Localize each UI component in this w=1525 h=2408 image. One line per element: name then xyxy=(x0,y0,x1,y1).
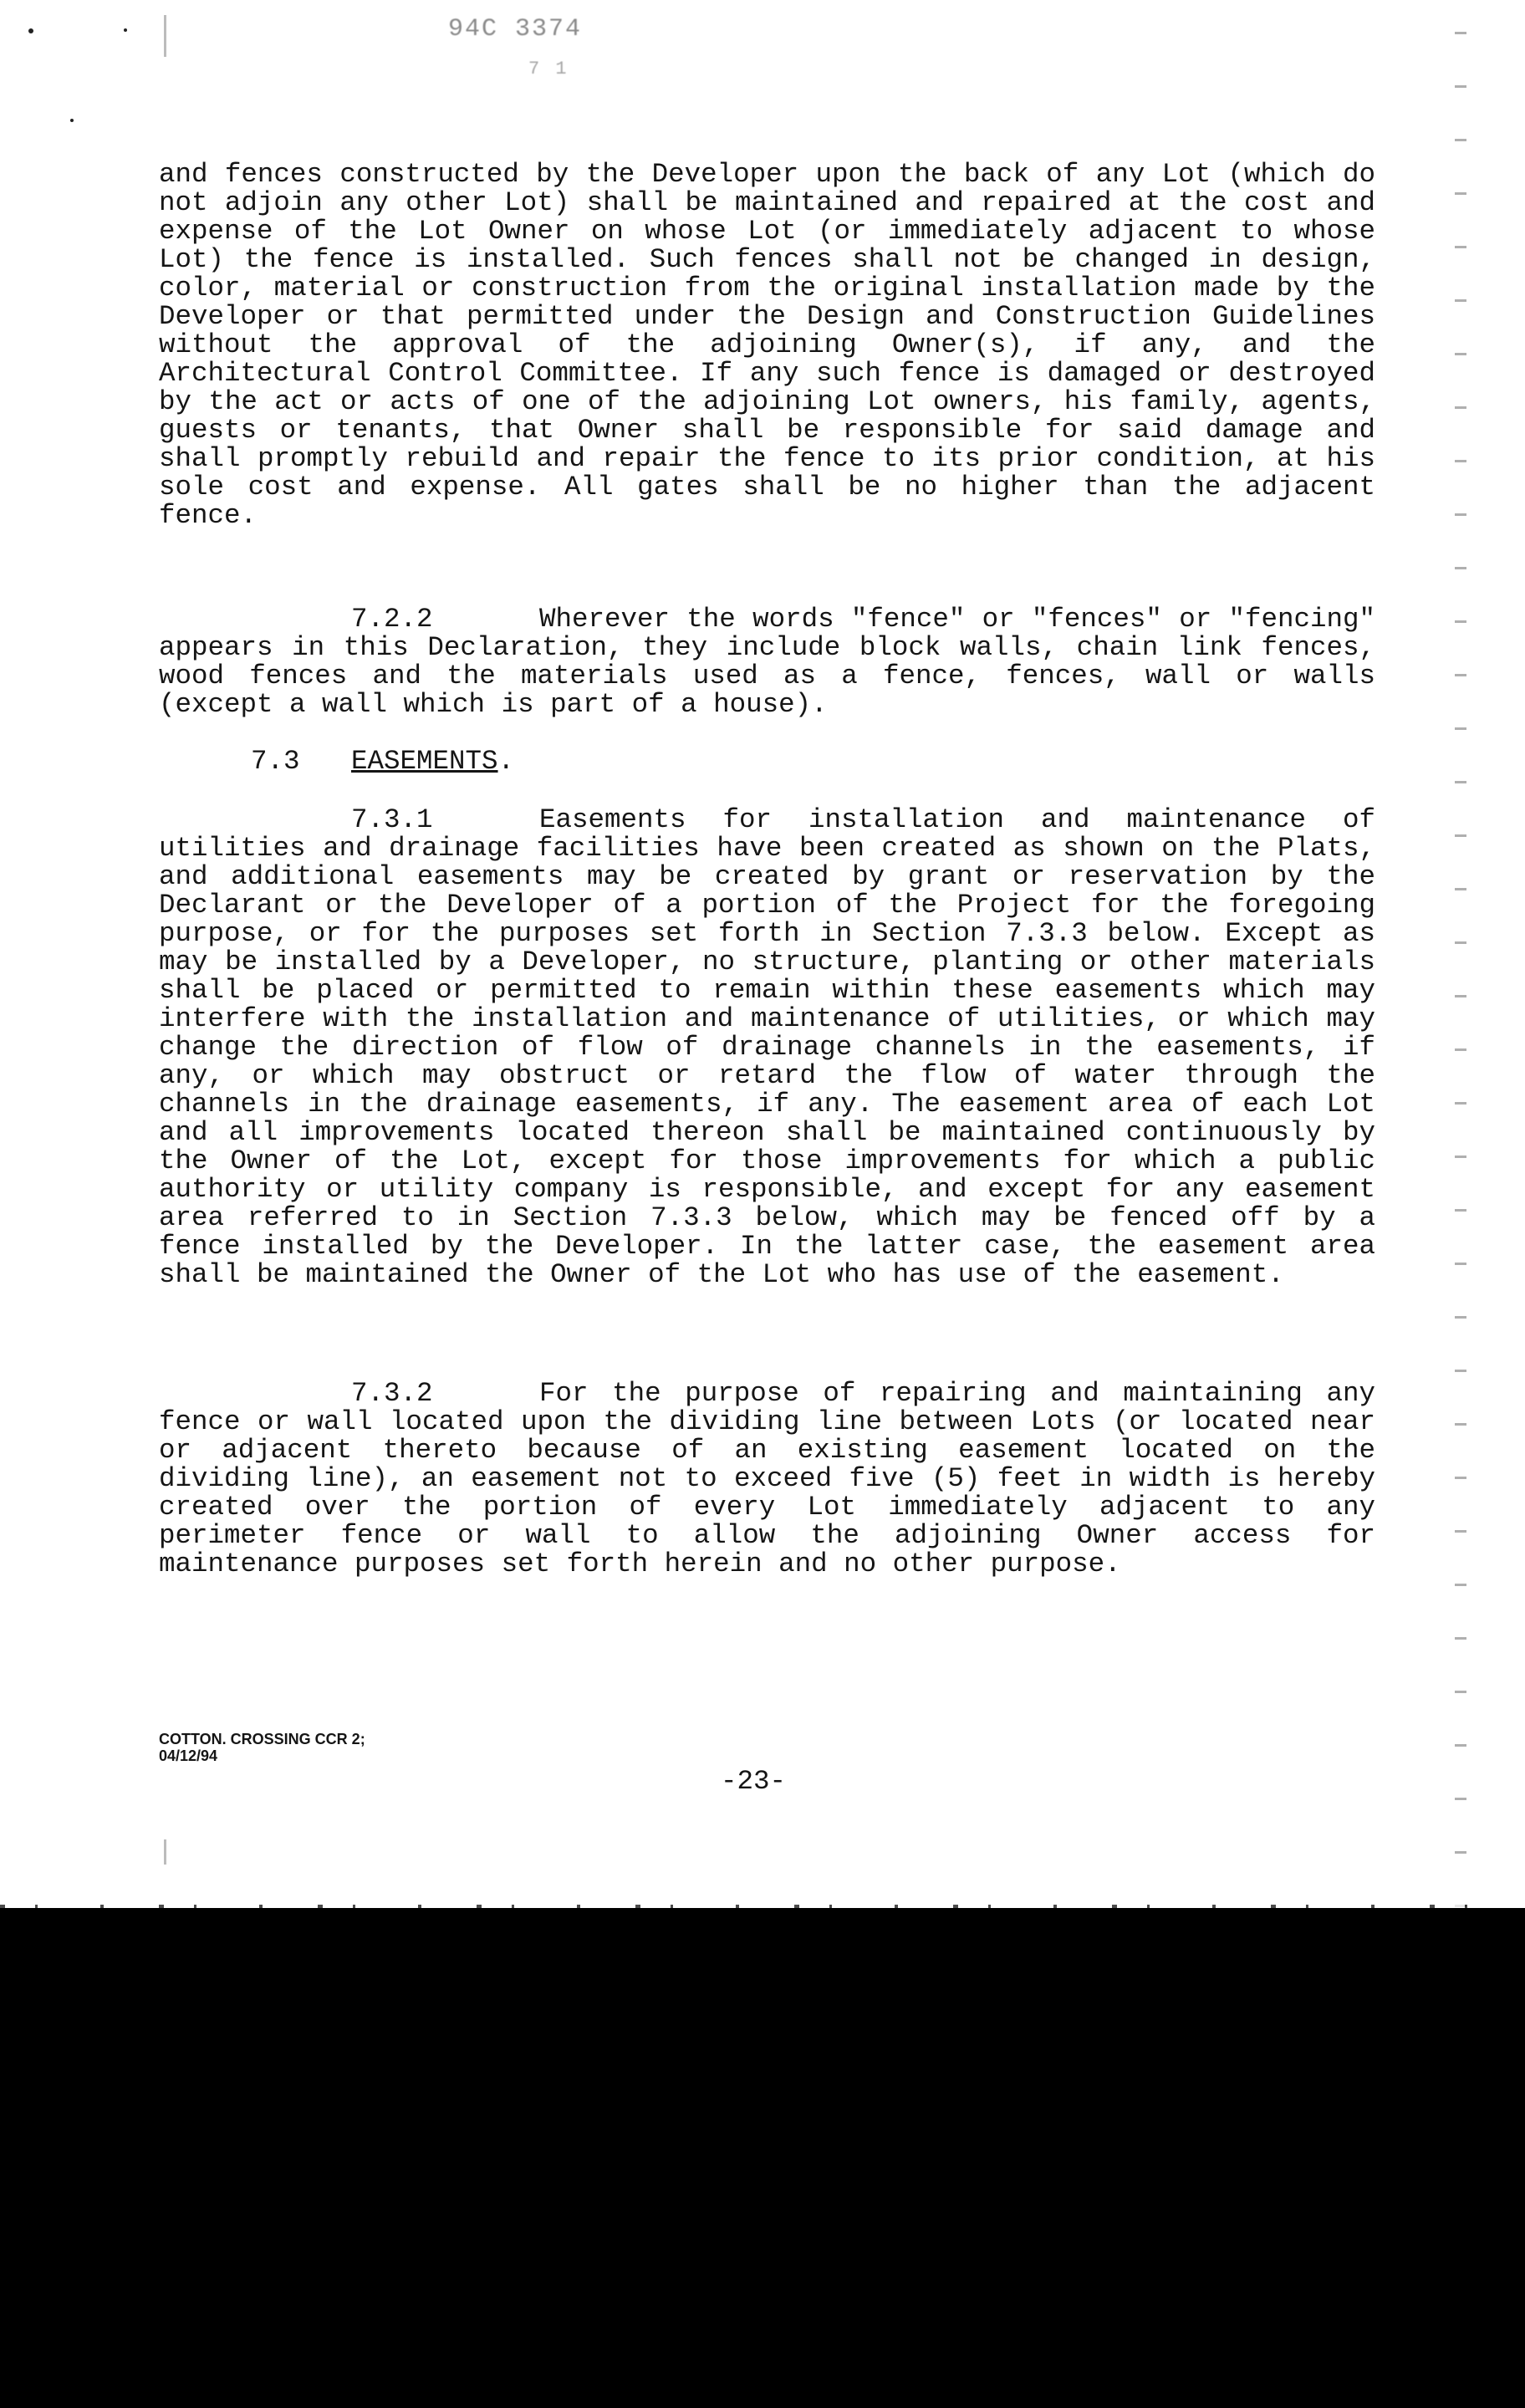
scan-speck xyxy=(70,119,74,122)
section-heading-easements xyxy=(251,746,514,777)
scan-edge-noise xyxy=(1455,0,1466,1908)
scan-mark xyxy=(164,1839,166,1865)
page-number: -23- xyxy=(721,1766,787,1797)
paragraph-number: 7.3.2 xyxy=(351,1378,433,1409)
paragraph-7-3-1 xyxy=(159,806,1375,1289)
paragraph-text: Wherever the words "fence" or "fences" or "fencing" appears in this Declaration, they include block walls, chain link fences, wood fences and the materials used as a fence, fences, wall or walls (except a wall which is part of a house). xyxy=(159,604,1375,720)
scan-speck xyxy=(124,28,127,32)
recording-stamp-sub: 7 1 xyxy=(528,59,569,79)
paragraph-text: and fences constructed by the Developer upon the back of any Lot (which do not adjoin any other Lot) shall be maintained and repaired at the cost and expense of the Lot Owner on whose Lot (or immediately adjacent to whose Lot) the fence is installed. Such fences shall not be changed in design, color, material or construction from the original installation made by the Developer or that permitted under the Design and Construction Guidelines without the approval of the adjoining Owner(s), if any, and the Architectural Control Committee. If any such fence is damaged or destroyed by the act or acts of one of the adjoining Lot owners, his family, agents, guests or tenants, that Owner shall be responsible for said damage and shall promptly rebuild and repair the fence to its prior condition, at his sole cost and expense. All gates shall be no higher than the adjacent fence. xyxy=(159,159,1375,531)
scan-black-margin xyxy=(0,1908,1525,2408)
footer-doc-id: COTTON. CROSSING CCR 2; xyxy=(159,1731,365,1747)
section-title-period: . xyxy=(497,746,515,777)
scan-speck xyxy=(28,28,33,33)
paragraph-fences-maintenance xyxy=(159,161,1375,530)
paragraph-7-2-2 xyxy=(159,605,1375,719)
section-title: EASEMENTS xyxy=(351,746,498,777)
scan-mark xyxy=(164,15,166,57)
footer-doc-info xyxy=(159,1731,365,1764)
footer-date: 04/12/94 xyxy=(159,1747,218,1764)
paragraph-number: 7.3.1 xyxy=(351,804,433,835)
paragraph-text: Easements for installation and maintenance of utilities and drainage facilities have been created as shown on the Plats, and additional easements may be created by grant or reservation by the Declarant or the Developer of a portion of the Project for the foregoing purpose, or for the purposes set forth in Section 7.3.3 below. Except as may be installed by a Developer, no structure, planting or other materials shall be placed or permitted to remain within these easements which may interfere with the installation and maintenance of utilities, or which may change the direction of flow of drainage channels in the easements, if any, or which may obstruct or retard the flow of water through the channels in the drainage easements, if any. The easement area of each Lot and all improvements located thereon shall be maintained continuously by the Owner of the Lot, except for those improvements for which a public authority or utility company is responsible, and except for any easement area referred to in Section 7.3.3 below, which may be fenced off by a fence installed by the Developer. In the latter case, the easement area shall be maintained the Owner of the Lot who has use of the easement. xyxy=(159,804,1375,1290)
paragraph-text: For the purpose of repairing and maintaining any fence or wall located upon the dividing line between Lots (or located near or adjacent thereto because of an existing easement located on the dividing line), an easement not to exceed five (5) feet in width is hereby created over the portion of every Lot immediately adjacent to any perimeter fence or wall to allow the adjoining Owner access for maintenance purposes set forth herein and no other purpose. xyxy=(159,1378,1375,1579)
recording-stamp: 94C 3374 xyxy=(448,15,583,43)
paragraph-7-3-2 xyxy=(159,1380,1375,1579)
section-number: 7.3 xyxy=(251,746,300,777)
paragraph-number: 7.2.2 xyxy=(351,604,433,635)
